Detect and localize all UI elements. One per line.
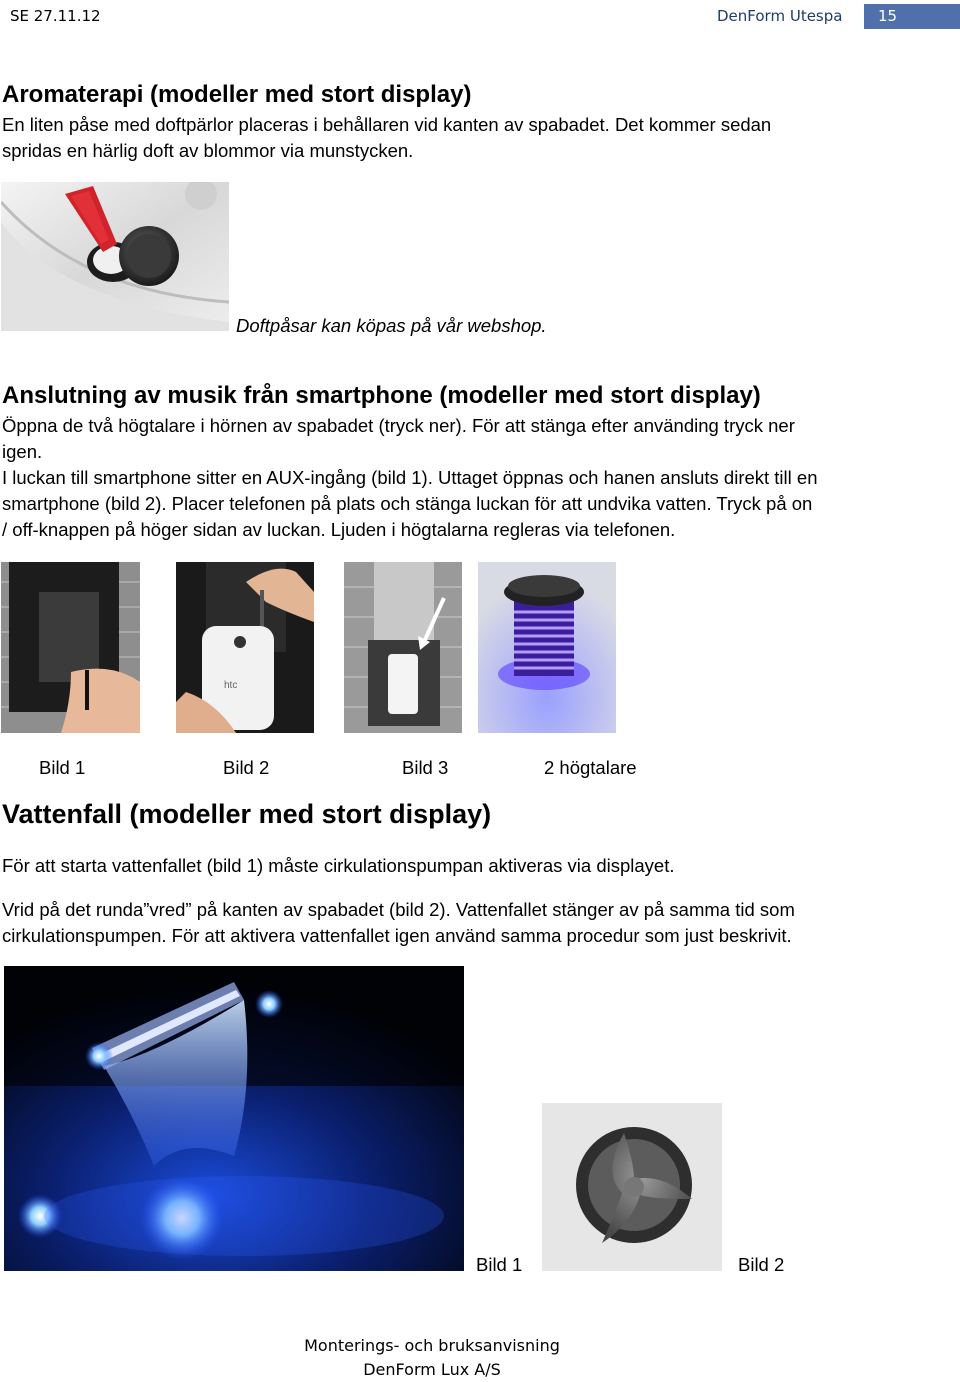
aroma-para-line1: En liten påse med doftpärlor placeras i behållaren vid kanten av spabadet. Det kommer sedan: [2, 114, 772, 135]
music-photo-4: [478, 562, 616, 733]
music-photo-2: [176, 562, 314, 733]
music-heading: Anslutning av musik från smartphone (modeller med stort display): [2, 382, 761, 409]
footer-line-2: DenForm Lux A/S: [363, 1360, 501, 1379]
aroma-photo: [1, 182, 229, 331]
aroma-para-line2: spridas en härlig doft av blommor via munstycken.: [2, 140, 414, 161]
music-line-2: igen.: [2, 441, 43, 462]
page-number: 15: [864, 4, 960, 29]
waterfall-para-2-line2: cirkulationspumpen. För att aktivera vattenfallet igen använd samma procedur som just beskrivit.: [2, 925, 792, 946]
music-line-1: Öppna de två högtalare i hörnen av spabadet (tryck ner). För att stänga efter använding tryck ner: [2, 415, 795, 436]
music-line-3: I luckan till smartphone sitter en AUX-ingång (bild 1). Uttaget öppnas och hanen ansluts direkt till en: [2, 467, 818, 488]
aroma-heading: Aromaterapi (modeller med stort display): [2, 81, 472, 108]
waterfall-para-1: För att starta vattenfallet (bild 1) måste cirkulationspumpan aktiveras via displayet.: [2, 855, 675, 876]
music-line-5: / off-knappen på höger sidan av luckan. Ljuden i högtalarna regleras via telefonen.: [2, 519, 676, 540]
music-line-4: smartphone (bild 2). Placer telefonen på plats och stänga luckan för att undvika vatten. Tryck på on: [2, 493, 813, 514]
phone-brand-label: htc: [224, 680, 238, 691]
speaker-image: [478, 562, 616, 733]
caption-bild-2: Bild 2: [223, 757, 270, 778]
footer-line-1: Monterings- och bruksanvisning: [304, 1336, 560, 1355]
aux-connector-image: [1, 562, 140, 733]
aroma-dispenser-image: [1, 182, 229, 331]
caption-bild-1: Bild 1: [39, 757, 86, 778]
caption-bild-3: Bild 3: [402, 757, 449, 778]
waterfall-image: [4, 966, 464, 1271]
phone-compartment-image: [344, 562, 462, 733]
caption-speakers: 2 högtalare: [544, 757, 637, 778]
waterfall-photo: [4, 966, 464, 1271]
music-photo-1: [1, 562, 140, 733]
waterfall-heading: Vattenfall (modeller med stort display): [2, 799, 492, 829]
waterfall-caption-2: Bild 2: [738, 1254, 785, 1275]
music-photo-3: [344, 562, 462, 733]
aroma-caption: Doftpåsar kan köpas på vår webshop.: [236, 315, 547, 336]
header-date: SE 27.11.12: [10, 7, 101, 25]
phone-connect-image: [176, 562, 314, 733]
waterfall-para-2-line1: Vrid på det runda”vred” på kanten av spabadet (bild 2). Vattenfallet stänger av på samma tid som: [2, 899, 795, 920]
header-brand: DenForm Utespa: [717, 7, 843, 25]
knob-photo: [542, 1103, 722, 1271]
waterfall-caption-1: Bild 1: [476, 1254, 523, 1275]
valve-knob-image: [542, 1103, 722, 1271]
